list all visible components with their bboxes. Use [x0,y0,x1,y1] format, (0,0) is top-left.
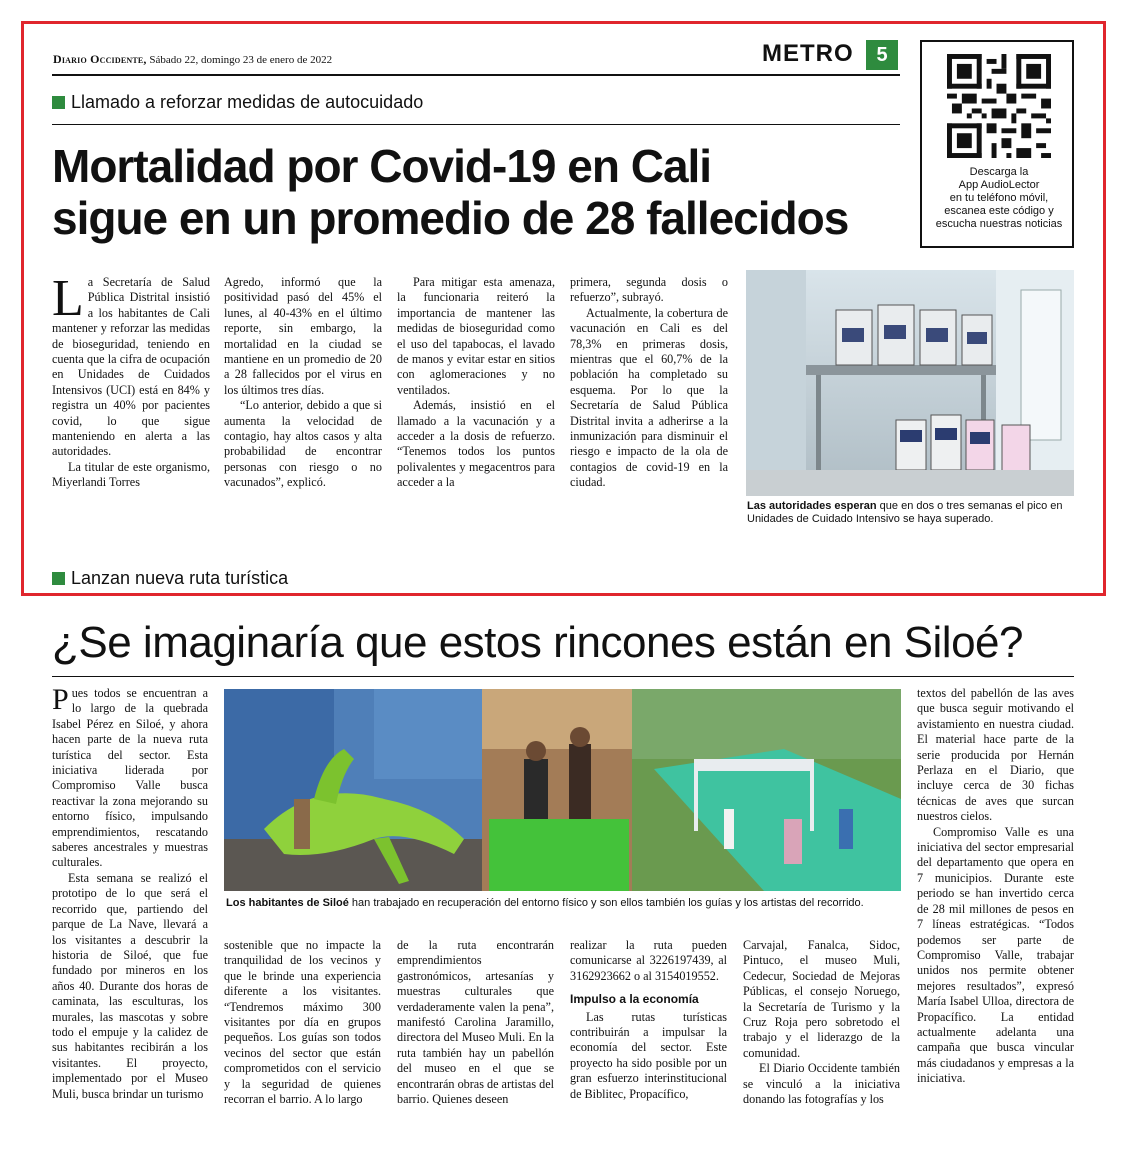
body-text: Las rutas turísticas contribuirán a impulsar la economía del sector. Este proyecto ha sido posible por un gran esfuerzo interinstitucional de Biblitec, Propacífico, [570,1009,727,1101]
article1-col4 [570,275,728,491]
article1-col3 [397,275,555,491]
article1-kicker [52,92,423,113]
article1-kicker-text: Llamado a reforzar medidas de autocuidado [71,92,424,112]
body-text: sostenible que no impacte la tranquilidad de los vecinos y que le brinde una experiencia diferente a los visitantes. “Tendremos máximo 300 visitantes por día en grupos pequeños. Los guías son todos vecinos del sector que están comprometidos con el servicio y la seguridad de quienes recorran el barrio. A lo largo [224,938,381,1107]
body-text: primera, segunda dosis o refuerzo”, subrayó. [570,275,728,305]
body-text: Esta semana se realizó el prototipo de lo que será el recorrido que, partiendo del parque de La Nave, llevará a los visitantes a descubrir la historia de Siloé, que fue fundado por mineros en los años 40. Durante dos horas de caminata, las esculturas, los murales, las mascotas y sobre todo el empuje y la calidez de sus habitantes recibirán a los visitantes. El proyecto, implementado por el Museo Muli, busca brindar un turismo [52,870,208,1101]
green-square-icon [52,572,65,585]
body-text: textos del pabellón de las aves que busca seguir motivando el avistamiento en nuestra ciudad. El material hace parte de la serie producida por Hernán Perlaza en el Diario, que incluye cerca de 30 fichas técnicas de aves que surcan nuestros cielos. [917,686,1074,824]
article1-caption [747,500,1075,526]
dropcap: L [52,270,84,327]
article2-col1 [52,683,208,1102]
body-text: “Lo anterior, debido a que si aumenta la velocidad de contagio, hay altos casos y alta probabilidad de encontrar personas con riesgo o no vacunados”, explicó. [224,398,382,490]
qr-line: App AudioLector [958,179,1040,191]
caption-lead: Las autoridades esperan [747,500,877,512]
article1-headline [52,140,912,244]
body-text: Compromiso Valle es una iniciativa del sector empresarial del departamento que opera en 7 municipios. Durante este periodo se han invertido cerca de 28 mil millones de pesos en 7 líneas estratégicas. “Todos podemos ser parte de Compromiso Valle, trabajar unidos nos permite obtener mejores resultados”, expresó María Isabel Ulloa, directora de Propacífico. La entidad actualmente adelanta una campaña que busca vincular más ciudadanos y empresas a la iniciativa. [917,824,1074,1086]
qr-line: Descarga la [969,166,1029,178]
body-text: El Diario Occidente también se vinculó a la iniciativa donando las fotografías y los [743,1061,900,1107]
article2-headline: ¿Se imaginaría que estos rincones están en Siloé? [52,618,1023,667]
siloe-photo-collage [224,689,901,891]
article2-col5 [743,938,900,1107]
caption-text: han trabajado en recuperación del entorno físico y son ellos también los guías y los artistas del recorrido. [348,897,864,909]
qr-box [920,40,1074,248]
body-text: Además, insistió en el llamado a la vacunación y a acceder a la dosis de refuerzo. “Tenemos todos los puntos polivalentes y megacentros para acceder a la [397,398,555,490]
qr-line: escucha nuestras noticias [935,218,1063,230]
headline-rule [52,676,1074,677]
icu-photo [746,270,1074,496]
body-text: Actualmente, la cobertura de vacunación en Cali es del 78,3% en primeras dosis, mientras que el 60,7% de la población ha completado su esquema. Por lo que la Secretaría de Salud Pública Distrital invita a adherirse a la inmunización para disminuir el riesgo e impacto de la ola de contagios de covid-19 en la ciudad. [570,305,728,490]
body-text: Agredo, informó que la positividad pasó del 45% el lunes, al 40-43% en el último reporte, sin embargo, la mortalidad en la ciudad se mantiene en un promedio de 20 a 28 fallecidos por el virus en los últimos tres días. [224,275,382,397]
body-text: La titular de este organismo, Miyerlandi Torres [52,459,210,490]
paper-name: Diario Occidente, [53,52,147,66]
body-text: Para mitigar esta amenaza, la funcionaria reiteró la importancia de mantener las medidas de bioseguridad como el uso del tapabocas, el lavado de manos y evitar estar en sitios con aglomeraciones y no ventilados. [397,275,555,397]
dropcap: P [52,683,69,716]
article1-col2 [224,275,382,491]
qr-line: escanea este código y [944,205,1054,217]
article2-col6 [917,686,1074,1087]
section-name: METRO [762,40,854,67]
article1-col1 [52,270,210,491]
headline-line: Mortalidad por Covid-19 en Cali [52,140,712,192]
edition-date: Sábado 22, domingo 23 de enero de 2022 [149,54,333,66]
green-square-icon [52,96,65,109]
article2-kicker [52,568,288,589]
siloe-route-image [224,689,901,891]
article2-kicker-text: Lanzan nueva ruta turística [71,568,289,588]
body-text: a Secretaría de Salud Pública Distrital insistió a los habitantes de Cali mantener y reforzar las medidas de bioseguridad, teniendo en cuenta que la cifra de ocupación en Unidades de Cuidados Intensivos (UCI) está en 84% y registra un 40% por pacientes covid, lo que sigue manteniendo en alerta a las autoridades. [52,275,210,459]
article2-col2 [224,938,381,1107]
qr-instructions [928,166,1070,231]
page-number: 5 [866,40,898,70]
kicker-rule [52,124,900,125]
body-text: Carvajal, Fanalca, Sidoc, Pintuco, el museo Muli, Cedecur, Sociedad de Mejoras Públicas, el consejo Noruego, la Secretaría de Turismo y la Cruz Roja pero sobretodo el trabajo y el liderazgo de la comunidad. [743,938,900,1060]
body-text: realizar la ruta pueden comunicarse al 3226197439, al 3162923662 o al 3154019552. [570,938,727,983]
body-text: ues todos se encuentran a lo largo de la quebrada Isabel Pérez en Siloé, y ahora hacen parte de la nueva ruta turística del sector. Esta iniciativa liderada por Compromiso Valle busca reactivar la zona mejorando su entorno físico, impulsando emprendimientos, rescatando saberes ancestrales y muestras culturales. [52,686,208,870]
caption-lead: Los habitantes de Siloé [226,897,349,909]
masthead [53,52,332,67]
caption-text: que en dos o tres semanas el pico en Unidades de Cuidado Intensivo se haya superado. [747,500,1063,525]
article2-caption [226,897,901,910]
article2-col4 [570,938,727,1102]
icu-equipment-image [746,270,1074,496]
qr-line: en tu teléfono móvil, [949,192,1049,204]
qr-code-icon[interactable] [947,54,1051,158]
body-text: de la ruta encontrarán emprendimientos gastronómicos, artesanías y muestras culturales que verdaderamente valen la pena”, manifestó Carolina Jaramillo, directora del Museo Muli. En la ruta también hay un pabellón del museo en el que se encontrarán obras de artistas del barrio. Quienes deseen [397,938,555,1107]
article2-col3 [397,938,554,1107]
headline-line: sigue en un promedio de 28 fallecidos [52,192,849,244]
masthead-rule [52,74,900,76]
subhead: Impulso a la economía [570,992,699,1007]
